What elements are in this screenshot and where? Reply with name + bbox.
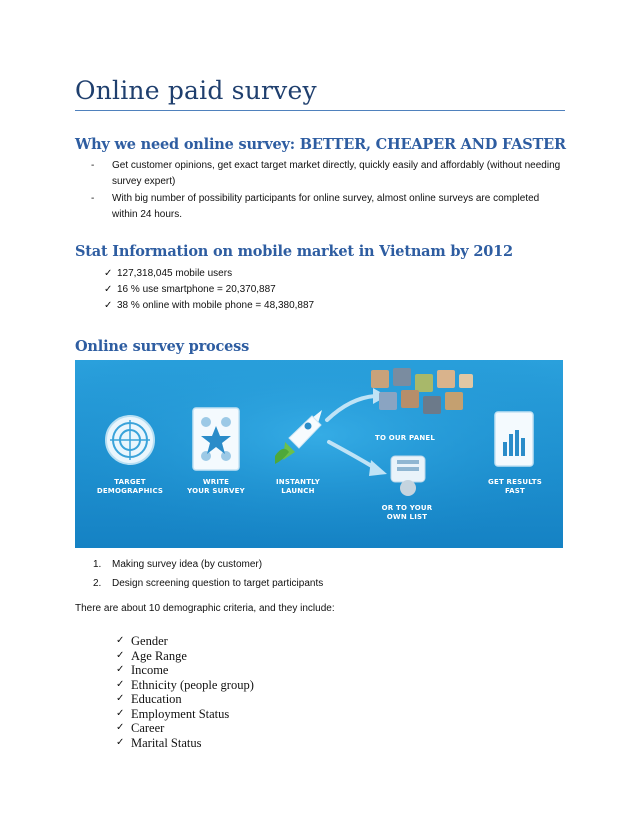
checkmark-icon: ✓ [104,284,113,295]
list-item: ✓ 16 % use smartphone = 20,370,887 [104,282,314,298]
checkmark-icon: ✓ [116,664,125,675]
checkmark-icon: ✓ [104,300,113,311]
list-item: ✓ Income [116,663,169,677]
checkmark-icon: ✓ [116,649,125,661]
checkmark-icon: ✓ [116,707,125,719]
list-item: ✓ Marital Status [116,735,202,750]
checkmark-icon: ✓ [116,635,125,646]
target-icon [106,416,154,464]
label-write-survey: WRITE YOUR SURVEY [187,478,245,495]
criteria-intro: There are about 10 demographic criteria, and they include: [75,603,335,614]
page-title: Online paid survey [75,76,317,105]
list-item: ✓ Age Range [116,648,187,663]
checkmark-icon: ✓ [116,693,125,704]
label-own-list: OR TO YOUR OWN LIST [381,504,433,521]
title-underline [75,110,565,111]
label-instantly-launch: INSTANTLY LAUNCH [275,478,321,495]
list-item: ✓ 38 % online with mobile phone = 48,380,887 [104,298,314,314]
list-item: 2. Design screening question to target participants [93,577,324,589]
process-steps-list [93,556,323,593]
list-item: ✓ Education [116,692,182,706]
label-target-demographics: TARGET DEMOGRAPHICS [96,478,164,495]
checkmark-icon: ✓ [116,736,125,748]
list-item: - With big number of possibility participants for online survey, almost online surveys are completed within 24 hours. [91,193,540,220]
why-list [91,158,561,222]
results-chart-icon [495,412,533,466]
dash-bullet: - [91,160,95,171]
criteria-list [116,634,254,750]
dash-bullet: - [91,193,95,204]
checkmark-icon: ✓ [116,678,125,690]
list-item: ✓ 127,318,045 mobile users [104,266,314,282]
list-item: ✓ Career [116,721,165,735]
survey-process-banner [75,360,563,548]
section-heading-why: Why we need online survey: BETTER, CHEAPER AND FASTER [75,136,566,153]
survey-document-icon [193,408,239,470]
section-heading-process: Online survey process [75,338,250,355]
stats-list [104,266,314,314]
list-item: ✓ Employment Status [116,706,230,721]
checkmark-icon: ✓ [104,268,113,279]
list-item: ✓ Ethnicity (people group) [116,677,254,692]
process-illustration [75,360,563,548]
checkmark-icon: ✓ [116,722,125,733]
label-get-results: GET RESULTS FAST [488,478,542,495]
section-heading-stats: Stat Information on mobile market in Vietnam by 2012 [75,243,513,260]
list-item: 1. Making survey idea (by customer) [93,559,263,570]
list-item: - Get customer opinions, get exact target market directly, quickly easily and affordably (without needing survey expert) [91,160,561,187]
list-item: ✓ Gender [116,634,168,648]
label-to-our-panel: TO OUR PANEL [374,434,436,442]
